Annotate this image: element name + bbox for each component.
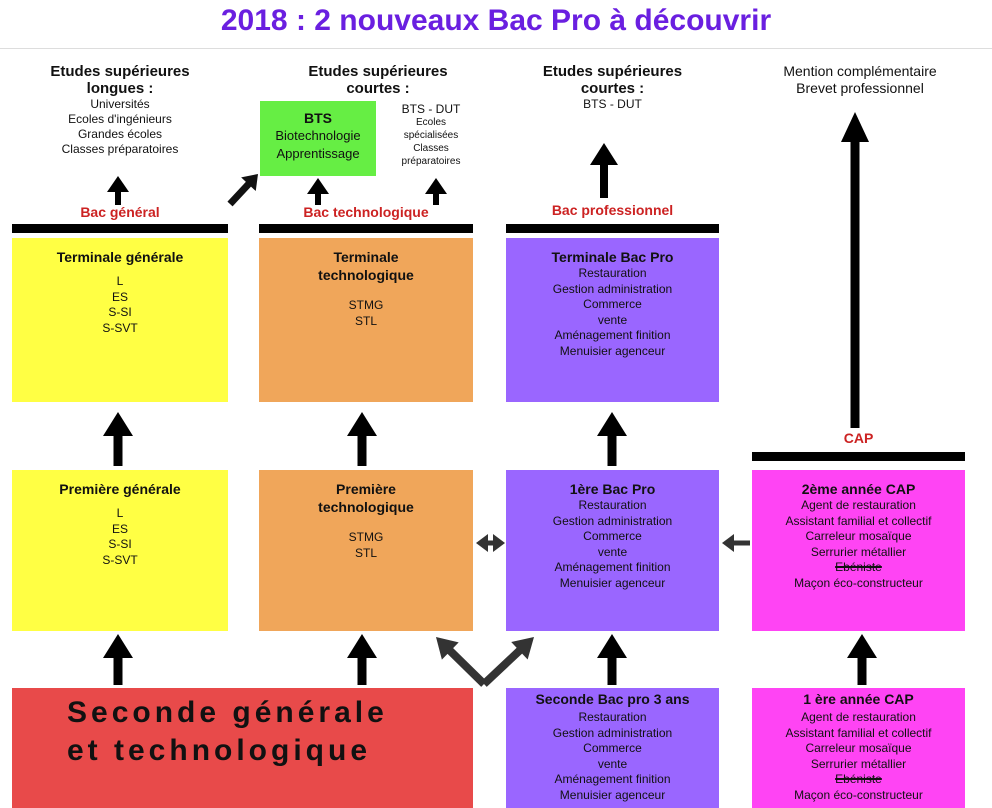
box-item: Gestion administration: [552, 281, 673, 296]
up-arrow-icon: [425, 178, 447, 205]
up-arrow-icon: [347, 412, 377, 466]
item: BTS - DUT: [401, 102, 461, 116]
box-item: STMG: [348, 530, 384, 544]
box-item: L: [116, 506, 124, 520]
box-title: Terminale technologique: [318, 249, 414, 283]
up-arrow-icon: [103, 634, 133, 685]
box-item: Restauration: [578, 498, 647, 512]
heading: courtes :: [346, 80, 410, 97]
box-title: Première générale: [59, 481, 181, 497]
box-item: S-SI: [108, 305, 132, 319]
box-item: Ebéniste: [835, 772, 882, 786]
up-arrow-icon: [107, 176, 129, 205]
box-item: Commerce: [583, 741, 642, 755]
left-arrow-icon: [722, 534, 750, 552]
line: et technologique: [67, 734, 371, 767]
item: Apprentissage: [276, 146, 360, 161]
cap-label: CAP: [843, 430, 874, 446]
box-item: Maçon éco-constructeur: [794, 575, 923, 590]
bac-techno-label: Bac technologique: [303, 204, 429, 220]
up-arrow-icon: [103, 412, 133, 466]
box-item: vente: [597, 756, 628, 771]
item: Ecoles: [415, 117, 446, 128]
diagonal-arrow-icon: [436, 637, 484, 684]
box-item: STMG: [348, 298, 384, 312]
diagonal-arrow-icon: [230, 174, 258, 204]
box-item: Menuisier agenceur: [559, 787, 666, 802]
heading: Etudes supérieures: [308, 63, 448, 80]
double-arrow-icon: [476, 534, 505, 552]
box-item: Aménagement finition: [554, 772, 671, 786]
item: Universités: [90, 97, 150, 111]
up-arrow-icon: [347, 634, 377, 685]
box-item: S-SVT: [102, 552, 138, 567]
item: Classes: [413, 143, 449, 154]
box-item: S-SVT: [102, 320, 138, 335]
heading: longues :: [86, 80, 154, 97]
box-item: Ebéniste: [835, 560, 882, 574]
box-title: Première technologique: [318, 481, 414, 515]
box-item: Restauration: [578, 710, 647, 724]
box-item: Gestion administration: [552, 725, 673, 740]
up-arrow-icon: [590, 143, 618, 198]
heading: Mention complémentaire: [783, 63, 937, 79]
box-item: Gestion administration: [552, 513, 673, 528]
bac-general-label: Bac général: [80, 204, 160, 220]
box-item: ES: [111, 521, 128, 536]
item: préparatoires: [401, 156, 461, 167]
heading: courtes :: [580, 80, 645, 97]
box-item: Serrurier métallier: [810, 544, 907, 559]
box-item: Carreleur mosaïque: [805, 741, 912, 755]
box-item: Agent de restauration: [801, 710, 916, 724]
box-item: STL: [354, 545, 377, 560]
box-item: ES: [111, 289, 128, 304]
box-title: 2ème année CAP: [801, 481, 916, 497]
bac-pro-label: Bac professionnel: [551, 202, 674, 218]
item: spécialisées: [403, 130, 459, 141]
box-item: Commerce: [583, 297, 642, 311]
box-item: Aménagement finition: [554, 328, 671, 342]
box-item: Carreleur mosaïque: [805, 529, 912, 543]
box-item: Menuisier agenceur: [559, 575, 666, 590]
box-item: Assistant familial et collectif: [785, 513, 932, 528]
heading: Etudes supérieures: [50, 63, 190, 80]
box-item: STL: [354, 313, 377, 328]
item: Grandes écoles: [77, 127, 163, 141]
box-item: vente: [597, 544, 628, 559]
item: BTS - DUT: [583, 97, 642, 111]
box-title: Terminale générale: [56, 249, 184, 265]
up-arrow-icon: [597, 634, 627, 685]
box-title: Terminale Bac Pro: [551, 249, 674, 265]
box-item: Aménagement finition: [554, 560, 671, 574]
up-arrow-icon: [597, 412, 627, 466]
heading: Brevet professionnel: [796, 80, 924, 96]
item: Ecoles d'ingénieurs: [68, 112, 172, 126]
item: Biotechnologie: [275, 128, 361, 143]
box-item: Commerce: [583, 529, 642, 543]
box-item: Serrurier métallier: [810, 756, 907, 771]
box-title: 1ère Bac Pro: [569, 481, 656, 497]
diagonal-arrow-icon: [484, 637, 534, 684]
up-arrow-icon: [307, 178, 329, 205]
heading: Etudes supérieures: [542, 63, 683, 80]
box-item: Restauration: [578, 266, 647, 280]
box-item: Assistant familial et collectif: [785, 725, 932, 740]
box-item: Agent de restauration: [801, 498, 916, 512]
line: Seconde générale: [67, 696, 388, 729]
up-arrow-icon: [847, 634, 877, 685]
box-item: S-SI: [108, 537, 132, 551]
item: Classes préparatoires: [61, 142, 179, 156]
box-item: Menuisier agenceur: [559, 343, 666, 358]
box-title: Seconde Bac pro 3 ans: [535, 691, 690, 707]
bts-title: BTS: [304, 110, 332, 126]
box-item: L: [116, 274, 124, 288]
up-arrow-icon: [841, 112, 869, 428]
box-title: 1 ère année CAP: [803, 691, 914, 707]
box-item: vente: [597, 312, 628, 327]
page-title: 2018 : 2 nouveaux Bac Pro à découvrir: [220, 4, 772, 37]
box-item: Maçon éco-constructeur: [794, 787, 923, 802]
